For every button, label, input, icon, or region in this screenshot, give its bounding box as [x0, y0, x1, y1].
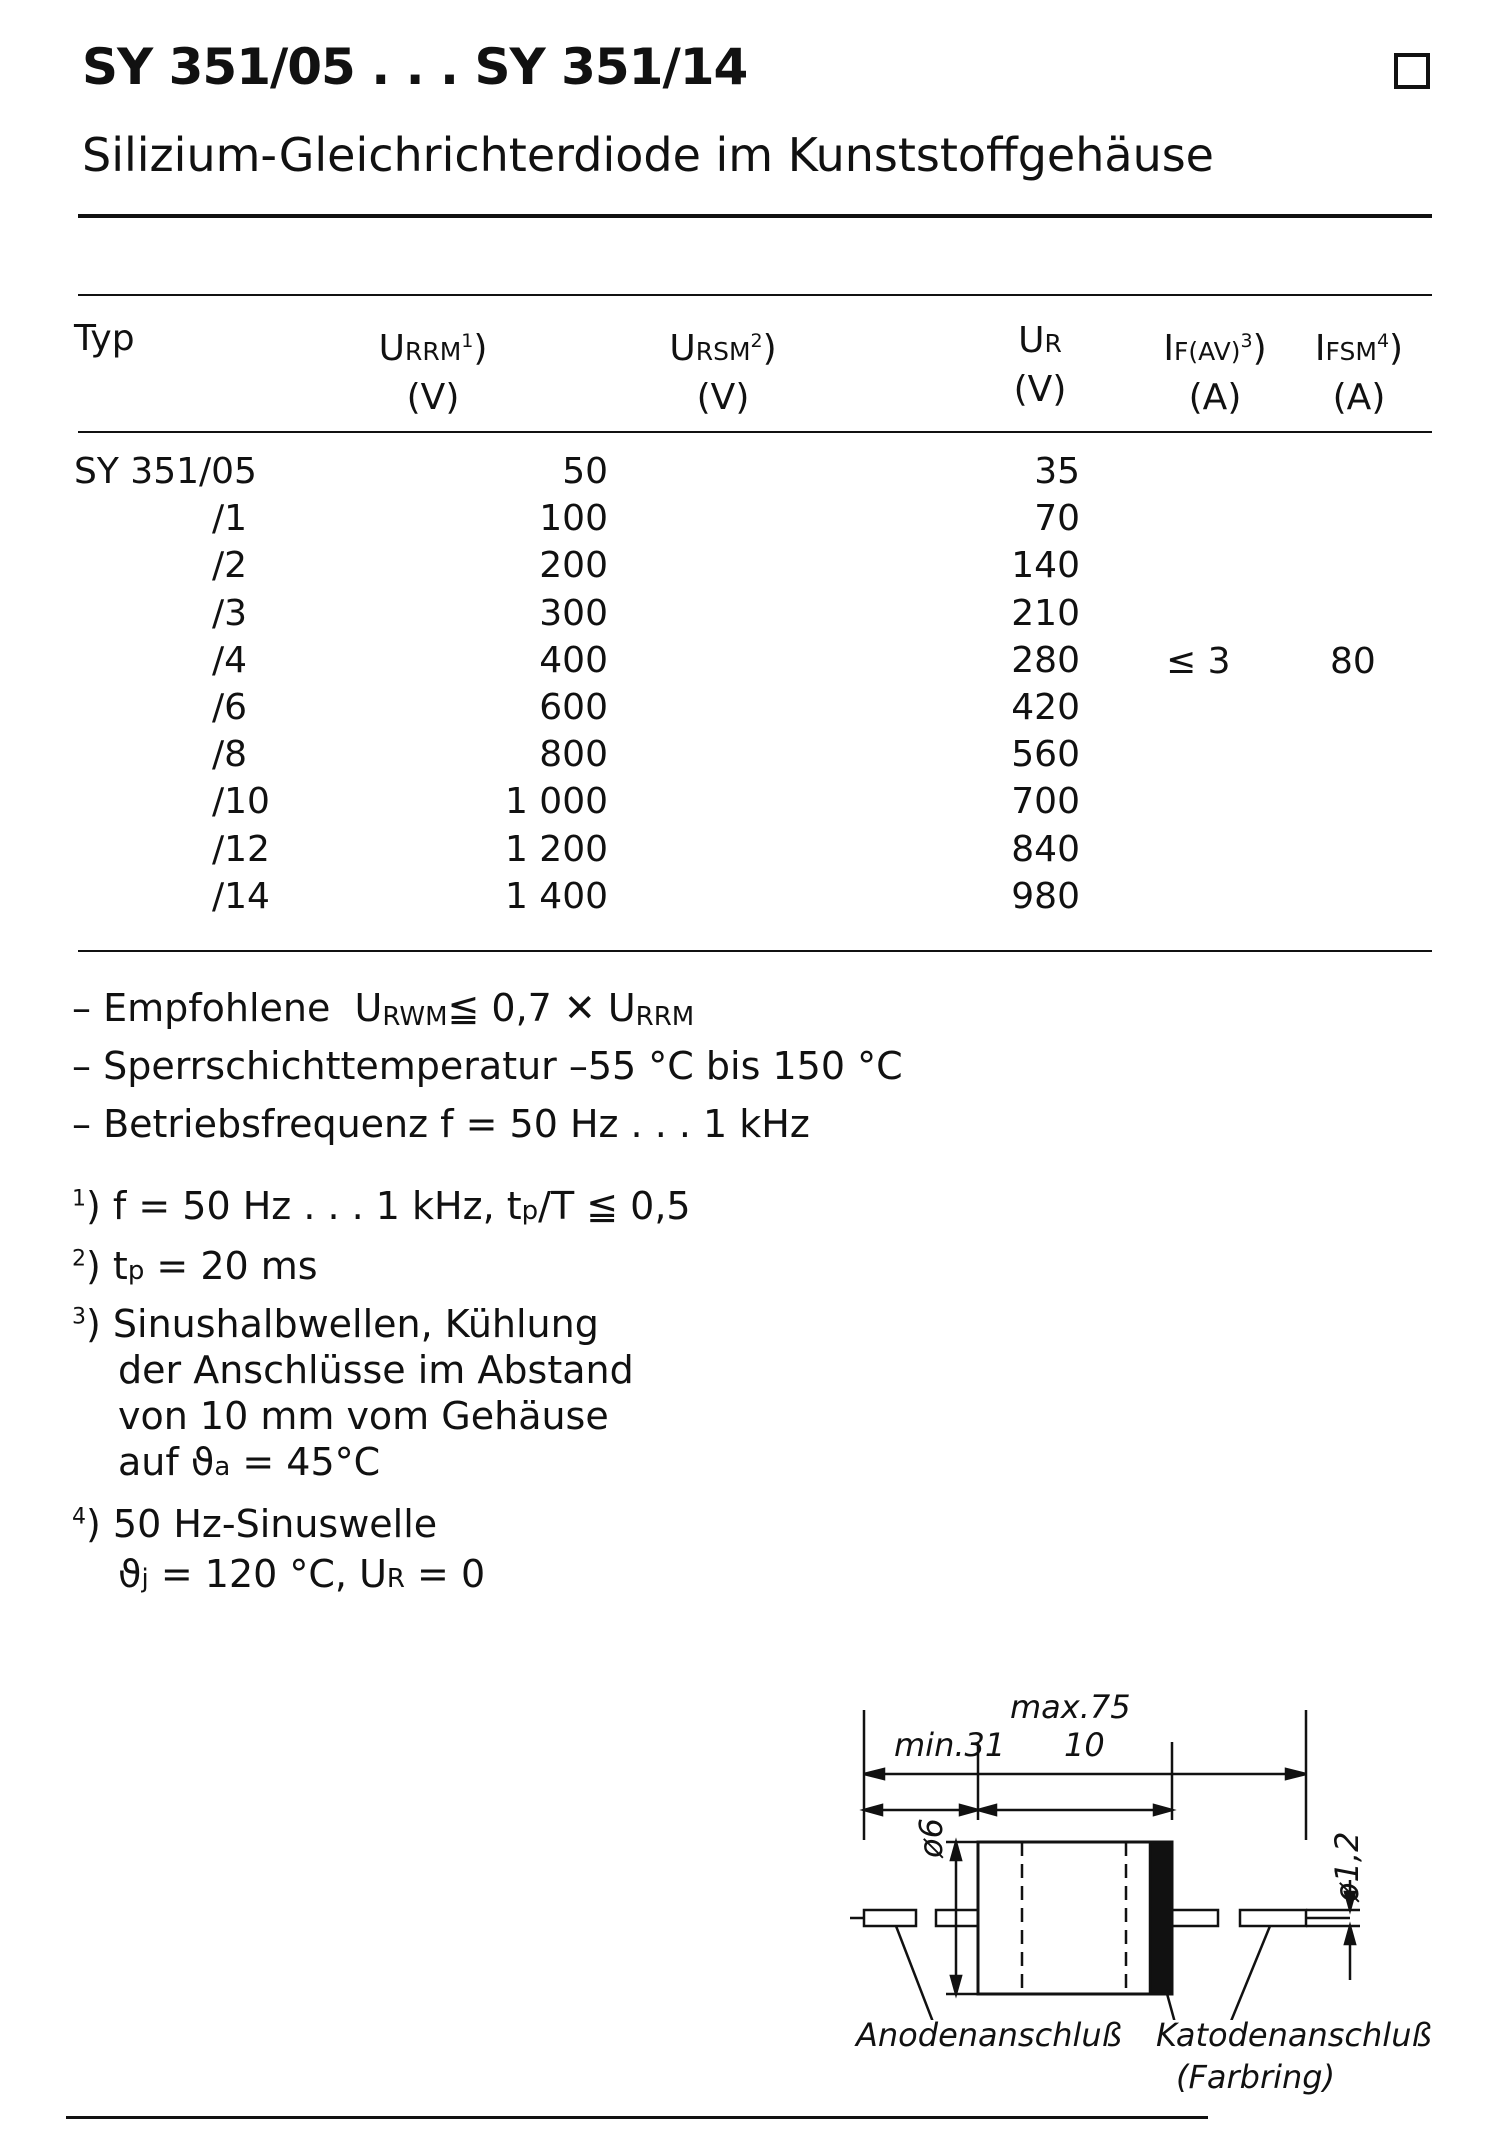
col-header-urrm: URRM$^1$) (V) [378, 328, 488, 418]
dim-lead-length: min.31 [894, 1726, 1006, 1764]
table-cell-typ: /8 [212, 734, 248, 775]
table-cell-ur: 35 [1034, 451, 1080, 492]
table-cell-ur: 560 [1011, 734, 1080, 775]
table-cell-urrm: 200 [539, 545, 608, 586]
table-cell-urrm: 1 000 [504, 781, 608, 822]
table-cell-typ: /12 [212, 829, 270, 870]
table-cell-urrm: 100 [539, 498, 608, 539]
table-cell-typ: SY 351/05 [74, 451, 257, 492]
table-cell-ur: 840 [1011, 829, 1080, 870]
dim-body-diameter: ø6 [912, 1818, 950, 1858]
table-header-rule [78, 431, 1432, 433]
dim-total-length: max.75 [1010, 1688, 1131, 1726]
table-cell-urrm: 1 400 [504, 876, 608, 917]
footnote-3-line-3: von 10 mm vom Gehäuse [118, 1394, 609, 1438]
col-header-ursm: URSM$^2$) (V) [669, 328, 777, 418]
table-cell-typ: /1 [212, 498, 248, 539]
label-cathode-note: (Farbring) [1176, 2058, 1336, 2096]
footnote-3: $^3$) Sinushalbwellen, Kühlung [72, 1302, 599, 1346]
table-cell-ur: 280 [1011, 640, 1080, 681]
label-anode: Anodenanschluß [856, 2016, 1122, 2054]
table-cell-typ: /14 [212, 876, 270, 917]
page-bottom-rule [66, 2116, 1208, 2119]
table-cell-ur: 980 [1011, 876, 1080, 917]
label-cathode: Katodenanschluß [1156, 2016, 1432, 2054]
ifav-value: ≤ 3 [1166, 641, 1231, 682]
note-frequency: – Betriebsfrequenz f = 50 Hz . . . 1 kHz [72, 1102, 810, 1146]
footnote-4: $^4$) 50 Hz-Sinuswelle [72, 1502, 438, 1546]
table-cell-ur: 70 [1034, 498, 1080, 539]
table-cell-urrm: 400 [539, 640, 608, 681]
col-header-typ: Typ [74, 318, 135, 359]
table-bottom-rule [78, 950, 1432, 952]
col-header-ifav: IF(AV)$^3$) (A) [1163, 328, 1267, 418]
col-header-ifsm: IFSM$^4$) (A) [1314, 328, 1404, 418]
table-cell-ur: 420 [1011, 687, 1080, 728]
note-junction-temp: – Sperrschichttemperatur –55 °C bis 150 °C [72, 1044, 903, 1088]
footnote-2: $^2$) tp = 20 ms [72, 1244, 318, 1288]
table-cell-typ: /4 [212, 640, 248, 681]
title-rule [78, 214, 1432, 218]
table-cell-ur: 700 [1011, 781, 1080, 822]
table-cell-typ: /3 [212, 593, 248, 634]
checkbox[interactable] [1394, 53, 1430, 89]
table-cell-urrm: 1 200 [504, 829, 608, 870]
table-cell-urrm: 50 [562, 451, 608, 492]
table-cell-urrm: 300 [539, 593, 608, 634]
page-title: SY 351/05 . . . SY 351/14 [82, 38, 748, 96]
page-subtitle: Silizium-Gleichrichterdiode im Kunststoffgehäuse [82, 128, 1214, 182]
table-cell-ur: 140 [1011, 545, 1080, 586]
table-cell-typ: /10 [212, 781, 270, 822]
note-recommended: – Empfohlene $U_{RWM}≦$ 0,7 ✕ $U_{RRM}$ [72, 986, 695, 1032]
dim-lead-diameter: ø1,2 [1328, 1831, 1366, 1902]
col-header-ur: UR (V) [1013, 320, 1067, 410]
table-cell-ur: 210 [1011, 593, 1080, 634]
table-cell-urrm: 600 [539, 687, 608, 728]
table-top-rule [78, 294, 1432, 296]
footnote-3-line-4: auf ϑa = 45°C [118, 1440, 381, 1484]
dim-body-length: 10 [1064, 1726, 1105, 1764]
table-cell-typ: /2 [212, 545, 248, 586]
footnote-1: $^1$) f = 50 Hz . . . 1 kHz, tp/T ≦ 0,5 [72, 1184, 691, 1228]
table-cell-urrm: 800 [539, 734, 608, 775]
ifsm-value: 80 [1330, 641, 1376, 682]
footnote-3-line-2: der Anschlüsse im Abstand [118, 1348, 634, 1392]
table-cell-typ: /6 [212, 687, 248, 728]
footnote-4-line-2: ϑj = 120 °C, UR = 0 [118, 1552, 486, 1596]
